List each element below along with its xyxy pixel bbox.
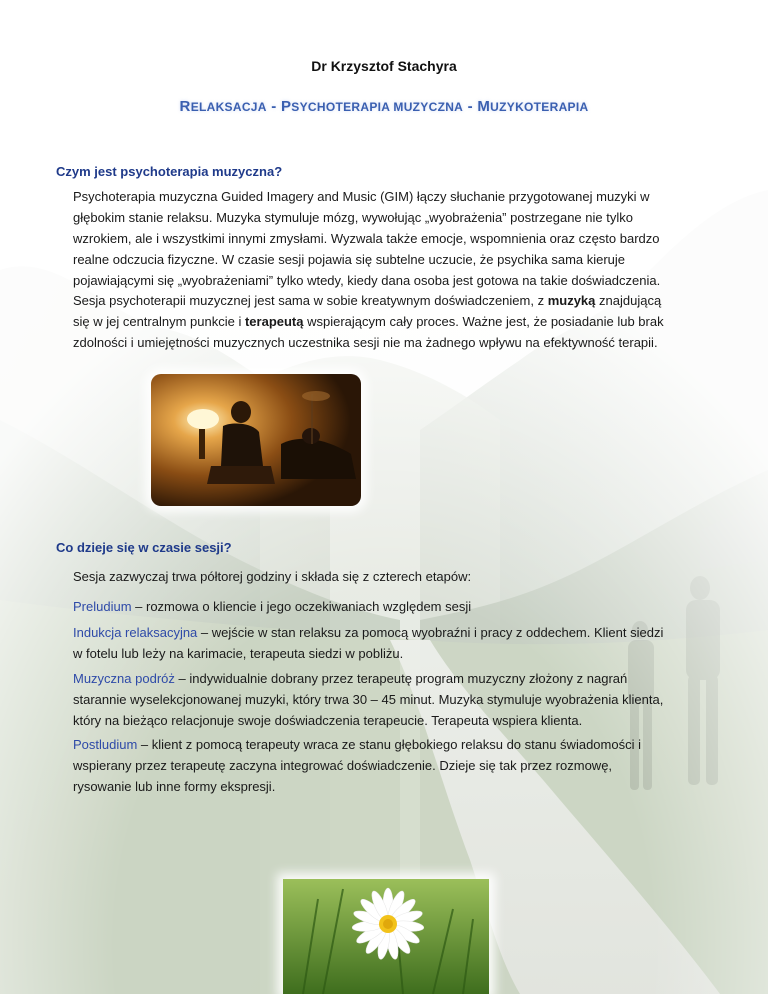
page-title xyxy=(0,98,768,115)
stage-term: Postludium xyxy=(73,737,138,752)
section1-paragraph-2 xyxy=(73,290,673,353)
section1-paragraph-1: Psychoterapia muzyczna Guided Imagery and Music (GIM) łączy słuchanie przygotowanej muzyki w głębokim stanie relaksu. Muzyka stymuluje mózg, wywołując „wyobrażenia” postrzegane nie tylko wzrokiem, ale i wszystkimi innymi zmysłami. Wyzwala także emocje, wspomnienia oraz często bardzo realne odczucia fizyczne. W czasie sesji pojawia się subtelne uczucie, że psychika sama kieruje pojawiającymi się „wyobrażeniami” tylko wtedy, kiedy dana osoba jest gotowa na takie doświadczenia. xyxy=(73,189,661,288)
stage-description: – indywidualnie dobrany przez terapeutę program muzyczny złożony z nagrań starannie wyselekcjonowanej muzyki, który trwa 30 – 45 minut. Muzyka stymuluje wyobrażenia klienta, który na bieżąco relacjonuje swoje doświadczenia terapeucie. Terapeuta wspiera klienta. xyxy=(73,671,664,728)
stage-term: Indukcja relaksacyjna xyxy=(73,625,198,640)
title-part: R xyxy=(179,98,191,115)
text-run: znajdującą się w jej centralnym punkcie i xyxy=(73,293,662,329)
author-name: Dr Krzysztof Stachyra xyxy=(311,58,457,74)
title-part: ELAKSACJA xyxy=(190,100,267,114)
bold-text-music: muzyką xyxy=(547,293,596,308)
stage-description: – rozmowa o kliencie i jego oczekiwaniach względem sesji xyxy=(131,599,472,614)
stage-music-journey xyxy=(73,668,673,731)
title-part: SYCHOTERAPIA MUZYCZNA xyxy=(291,100,464,114)
stage-postludium xyxy=(73,734,673,797)
bold-text-therapist: terapeutą xyxy=(244,314,304,329)
stage-term: Preludium xyxy=(73,599,132,614)
section-heading-what-is: Czym jest psychoterapia muzyczna? xyxy=(56,164,283,179)
section2-intro: Sesja zazwyczaj trwa półtorej godziny i składa się z czterech etapów: xyxy=(73,569,472,584)
stage-preludium xyxy=(73,596,673,617)
stage-induction xyxy=(73,622,673,664)
stage-term: Muzyczna podróż xyxy=(73,671,175,686)
stage-description: – klient z pomocą terapeuty wraca ze stanu głębokiego relaksu do stanu świadomości i wspierany przez terapeutę zaczyna integrować doświadczenie. Dzieje się tak przez rozmowę, rysowanie lub inne formy ekspresji. xyxy=(73,737,641,794)
stage-description: – wejście w stan relaksu za pomocą wyobraźni i pracy z oddechem. Klient siedzi w fotelu lub leży na karimacie, terapeuta siedzi w pobliżu. xyxy=(73,625,664,661)
text-run: wspierającym cały proces. Ważne jest, że posiadanie lub brak zdolności i umiejętności muzycznych uczestnika sesji nie ma żadnego wpływu na efektywność terapii. xyxy=(73,314,664,350)
title-separator: - xyxy=(463,98,478,115)
section-heading-during-session: Co dzieje się w czasie sesji? xyxy=(56,540,232,555)
text-run: Sesja psychoterapii muzycznej jest sama w sobie kreatywnym doświadczeniem, z xyxy=(73,293,548,308)
title-part: M xyxy=(477,98,491,115)
session-photo xyxy=(151,374,361,506)
daisy-photo xyxy=(283,879,489,994)
title-part: UZYKOTERAPIA xyxy=(490,100,589,114)
title-part: P xyxy=(280,98,292,115)
title-separator: - xyxy=(266,98,281,115)
